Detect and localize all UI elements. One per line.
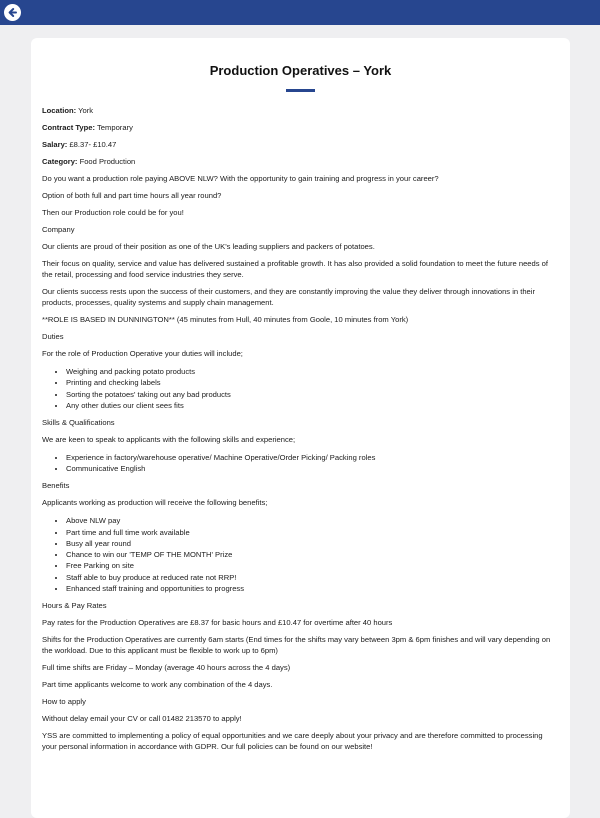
list-item: • Staff able to buy produce at reduced rate not RRP!	[66, 572, 559, 583]
benefits-intro: Applicants working as production will receive the following benefits;	[42, 498, 268, 508]
shifts-paragraph: Shifts for the Production Operatives are currently 6am starts (End times for the shifts may vary between 3pm & 6pm finishes and will vary depending on the workload. Due to this applicant must be flexible to work up to 6pm)	[42, 634, 551, 655]
company-paragraph: Their focus on quality, service and value has delivered sustained a profitable growth. It has also provided a solid foundation to meet the future needs of the retail, processing and food service industries they serve.	[42, 259, 548, 279]
page-title: Production Operatives – York	[209, 63, 392, 78]
intro-paragraph: Then our Production role could be for you!	[42, 208, 184, 218]
list-item: • Any other duties our client sees fits	[66, 400, 559, 411]
back-button[interactable]	[4, 4, 21, 21]
contract-row	[42, 123, 559, 134]
skills-list	[42, 452, 559, 475]
intro-paragraph: Do you want a production role paying ABOVE NLW? With the opportunity to gain training and progress in your career?	[42, 173, 439, 183]
list-item: • Enhanced staff training and opportunities to progress	[66, 583, 559, 594]
job-description	[42, 106, 559, 752]
title-underline	[286, 89, 315, 92]
list-item: • Printing and checking labels	[66, 377, 559, 388]
section-heading-skills: Skills & Qualifications	[42, 417, 115, 427]
apply-paragraph: Without delay email your CV or call 01482 213570 to apply!	[42, 713, 242, 723]
company-paragraph: Our clients are proud of their position as one of the UK's leading suppliers and packers of potatoes.	[42, 242, 375, 252]
job-detail-card	[31, 38, 570, 818]
salary-row	[42, 140, 559, 151]
location-row	[42, 106, 559, 117]
skills-intro: We are keen to speak to applicants with the following skills and experience;	[42, 434, 296, 444]
contract-label: Contract Type:	[42, 122, 96, 132]
category-row	[42, 157, 559, 168]
list-item: • Experience in factory/warehouse operative/ Machine Operative/Order Picking/ Packing roles	[66, 452, 559, 463]
company-paragraph: Our clients success rests upon the success of their customers, and they are constantly improving the value they deliver through innovations in their products, processes, quality systems and supply chain management.	[42, 287, 536, 307]
intro-paragraph: Option of both full and part time hours all year round?	[42, 191, 222, 201]
list-item: • Busy all year round	[66, 538, 559, 549]
list-item: • Part time and full time work available	[66, 527, 559, 538]
pay-rates-paragraph: Pay rates for the Production Operatives are £8.37 for basic hours and £10.47 for overtime after 40 hours	[42, 617, 393, 627]
role-location-note: **ROLE IS BASED IN DUNNINGTON** (45 minutes from Hull, 40 minutes from Goole, 10 minutes from York)	[42, 314, 409, 324]
category-label: Category:	[42, 156, 78, 166]
list-item: • Weighing and packing potato products	[66, 366, 559, 377]
contract-value: Temporary	[95, 122, 133, 132]
section-heading-apply: How to apply	[42, 696, 86, 706]
section-heading-company: Company	[42, 225, 75, 235]
full-time-paragraph: Full time shifts are Friday – Monday (average 40 hours across the 4 days)	[42, 662, 291, 672]
list-item: • Free Parking on site	[66, 560, 559, 571]
salary-value: £8.37- £10.47	[67, 139, 117, 149]
duties-list	[42, 366, 559, 411]
equal-opportunities-paragraph: YSS are committed to implementing a policy of equal opportunities and we care deeply about your privacy and are therefore committed to processing your personal information in accordance with GDPR. Our full policies can be found on our website!	[42, 731, 543, 751]
list-item: • Above NLW pay	[66, 515, 559, 526]
part-time-paragraph: Part time applicants welcome to work any combination of the 4 days.	[42, 679, 273, 689]
duties-intro: For the role of Production Operative your duties will include;	[42, 348, 243, 358]
salary-label: Salary:	[42, 139, 68, 149]
category-value: Food Production	[77, 156, 136, 166]
top-bar	[0, 0, 600, 25]
arrow-left-circle-icon	[7, 7, 18, 18]
list-item: • Chance to win our 'TEMP OF THE MONTH' Prize	[66, 549, 559, 560]
list-item: • Communicative English	[66, 463, 559, 474]
section-heading-duties: Duties	[42, 331, 64, 341]
section-heading-hours: Hours & Pay Rates	[42, 600, 107, 610]
location-label: Location:	[42, 106, 77, 115]
location-value: York	[76, 106, 94, 115]
benefits-list	[42, 515, 559, 594]
list-item: • Sorting the potatoes' taking out any bad products	[66, 389, 559, 400]
section-heading-benefits: Benefits	[42, 481, 70, 491]
